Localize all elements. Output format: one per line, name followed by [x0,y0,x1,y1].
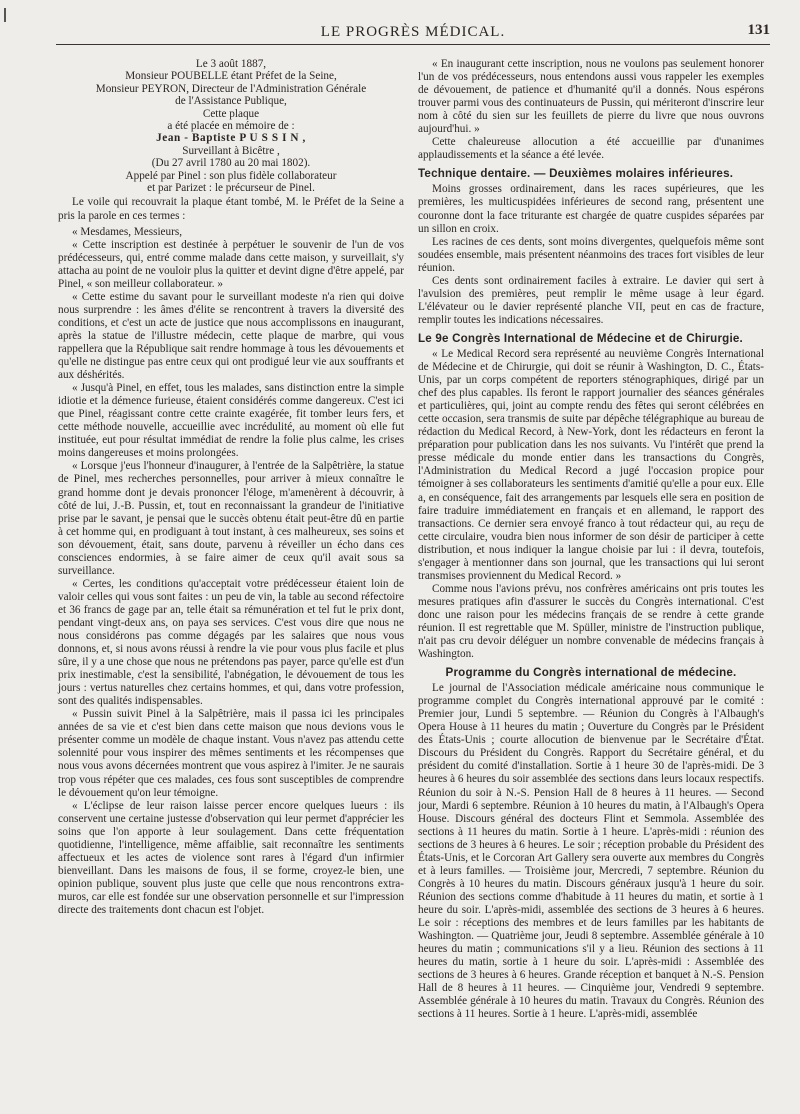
section-heading-congress: Le 9e Congrès International de Médecine et de Chirurgie. [418,331,743,345]
section-heading-program: Programme du Congrès international de médecine. [445,666,737,680]
body-paragraph: Le voile qui recouvrait la plaque étant tombé, M. le Préfet de la Seine a pris la parole en ces termes : [58,196,404,222]
plaque-line: et par Parizet : le précurseur de Pinel. [147,182,315,195]
congress-paragraph: Comme nous l'avions prévu, nos confrères américains ont pris toutes les mesures pratiques afin d'assurer le succès du Congrès international. C'est donc une raison pour les médecins français de se rendre à cette grande réunion. Il est regrettable que M. Spüller, ministre de l'instruction publique, n'ait pas cru devoir déléguer un nombre convenable de médecins français à Washington. [418,582,764,661]
speech-paragraph: « En inaugurant cette inscription, nous ne voulons pas seulement honorer l'un de vos prédécesseurs, nous entendons aussi vous rappeler les exemples de dévouement, de patience et d'humanité qu'il a donnés. Nous espérons trouver parmi vous des continuateurs de Pussin, qui mériteront d'inscrire leur nom à côté du sien sur les feuillets de pierre du livre que nous ouvrons aujourd'hui. » [418,58,764,136]
page-number: 131 [747,22,770,38]
speech-paragraph: « Pussin suivit Pinel à la Salpêtrière, mais il passa ici les principales années de sa vie et c'est bien dans cette maison que nous devions vous le présenter comme un modèle de chaque instant. Vous n'avez pas attendu cette solennité pour vous inspirer des mêmes sentiments et les récompenses que nous vous avons décernées montrent que vous aspirez à l'imiter. Je ne saurais trop vous répéter que ces malades, ces fous sont susceptibles de comprendre le dévouement qu'on leur témoigne. [58,708,404,799]
speech-paragraph: « Cette inscription est destinée à perpétuer le souvenir de l'un de vos prédécesseurs, qui, entré comme malade dans cette maison, y surveillait, s'y attacha au point de ne vouloir plus la quitter et devint digne d'être appelé, par Pinel, « son meilleur collaborateur. » [58,238,404,290]
dental-paragraph: Ces dents sont ordinairement faciles à extraire. Le davier qui sert à l'avulsion des premières, peut remplir le même usage à leur égard. L'élévateur ou le davier représenté planche VII, peut en cas de fracture, remplir toutes les indications nécessaires. [418,274,764,326]
page-edge-mark [4,8,6,22]
body-paragraph: Cette chaleureuse allocution a été accueillie par d'unanimes applaudissements et la séance a été levée. [418,136,764,162]
journal-title: LE PROGRÈS MÉDICAL. [320,24,506,40]
program-paragraph: Le journal de l'Association médicale américaine nous communique le programme complet du Congrès international approuvé par le comité : Premier jour, Lundi 5 septembre. — Réunion du Congrès à l'Albaugh's Opera House à 11 heures du matin ; Ouverture du Congrès par le Président des États-Unis ; courte allocution de bienvenue par le Secrétaire d'État. Discours du Président du Congrès. Rapport du Secrétaire général, et du président du comité d'installation. Sortie à 1 heure 30 de l'après-midi. De 3 heures à 6 heures du soir assemblée des sections dans leurs locaux respectifs. Réunion du soir à N.-S. Pension Hall de 8 heures à 11 heures. — Second jour, Mardi 6 septembre. Réunion à 10 heures du matin, à l'Albaugh's Opera House. Discours général des docteurs Flint et Semmola. Assemblée des sections à 11 heures du matin. Sortie à 1 heure. L'après-midi : réunion des sections de 3 heures à 6 heures. Le soir ; réception probable du Président des États-Unis, et le Corcoran Art Gallery sera ouverte aux membres du Congrès et à leurs familles. — Troisième jour, Mercredi, 7 septembre. Réunion du Congrès à 10 heures du matin. Discours généraux jusqu'à 1 heure du soir. Réunion des sections comme d'habitude à 11 heures du matin, et sortie à 1 heure du soir. L'après-midi, assemblée des sections de 3 heures à 6 heures. Le soir : réceptions des membres et de leurs familles par les habitants de Washington. — Quatrième jour, Jeudi 8 septembre. Assemblée générale à 10 heures du matin ; communications s'il y a lieu. Réunion des sections à 11 heures du matin, sortie à 1 heure du soir. L'après-midi : Assemblée des sections de 3 heures à 6 heures. Grande réception et banquet à N.-S. Pension Hall de 8 heures à 11 heures. — Cinquième jour, Vendredi 9 septembre. Assemblée générale à 10 heures du matin. Travaux du Congrès. Réunion des sections à 11 heures. Sortie à 1 heure. L'après-midi, assemblée [418,682,764,1021]
right-column [418,58,764,1021]
speech-paragraph: « Jusqu'à Pinel, en effet, tous les malades, sans distinction entre la simple idiotie et la démence furieuse, étaient considérés comme dangereux. C'est ici que Pinel, réagissant contre cette crainte exagérée, fit tomber leurs fers, et cette méthode nouvelle, accueillie avec incrédulité, au moment où elle fut instituée, eut pour résultat immédiat de rendre la folie plus calme, les crises moins dangereuses et moins prolongées. [58,382,404,460]
dental-paragraph: Les racines de ces dents, sont moins divergentes, quelquefois même sont soudées ensemble, mais présentent néanmoins des traces fort visibles de leur réunion. [418,235,764,274]
plaque-inscription [58,58,404,194]
plaque-line: Monsieur POUBELLE étant Préfet de la Seine, [125,70,337,83]
plaque-line: Cette plaque [202,107,260,120]
plaque-line: a été placée en mémoire de : [167,120,295,133]
plaque-line: Monsieur PEYRON, Directeur de l'Administration Générale [95,82,367,95]
plaque-line: Surveillant à Bicêtre , [182,144,280,157]
speech-paragraph: « L'éclipse de leur raison laisse percer encore quelques lueurs : ils conservent une certaine justesse d'observation qui leur permet d'apprécier les soins que l'on apporte à leur soulagement. Dans cette fréquentation quotidienne, l'intelligence, même affaiblie, sait reconnaître les sentiments affectueux et les actes de violence sont rares à l'égard d'un infirmier bienveillant. Dans les maisons de fous, il se forme, croyez-le bien, une opinion publique, souvent plus juste que celle que nous rencontrons extra-muros, car elle est fondée sur une observation personnelle et sur l'impression directe des traitements dont chacun est l'objet. [58,799,404,916]
left-column [58,58,404,917]
plaque-honoree-name: Jean - Baptiste P U S S I N , [156,132,306,145]
plaque-line: (Du 27 avril 1780 au 20 mai 1802). [151,157,311,170]
plaque-line: Appelé par Pinel : son plus fidèle collaborateur [125,169,337,182]
section-heading-dental: Technique dentaire. — Deuxièmes molaires inférieures. [418,167,734,181]
plaque-line: de l'Assistance Publique, [175,95,287,108]
speech-salutation: « Mesdames, Messieurs, [72,225,182,238]
running-header [56,18,770,45]
congress-paragraph: « Le Medical Record sera représenté au neuvième Congrès International de Médecine et de Chirurgie, qui doit se réunir à Washington, D. C., États-Unis, par un corps compétent de reporters sténographiques, dirigé par un chef des plus capables. Ils feront le rapport journalier des séances générales et particulières, qui, joint au compte rendu des fêtes qui seront célébrées en cette occasion, sera transmis de suite par dépêche télégraphique au bureau de rédaction du Medical Record, à New-York, dont les rédacteurs en feront la préparation pour publication dans les nos suivants. Vu l'intérêt que prend la presse médicale du monde entier dans les transactions du Congrès, l'Administration du Medical Record a jugé l'occasion propice pour témoigner à ses collaborateurs les sentiments d'amitié qu'elle a pour eux. Elle a, en conséquence, fait des arrangements par lesquels elle sera en position de faire traduire immédiatement en français et en allemand, le rapport des transactions. Ce dernier sera envoyé franco à tout rédacteur qui, au reçu de cette circulaire, voudra bien nous informer de son désir de participer à cette distribution, et nous indiquer la langue choisie par lui : il devra, toutefois, s'engager à mentionner dans son journal, que les transactions qui lui seront transmises proviennent du Medical Record. » [418,347,764,582]
speech-paragraph: « Lorsque j'eus l'honneur d'inaugurer, à l'entrée de la Salpêtrière, la statue de Pinel, mes recherches personnelles, pour arriver à mieux connaître le grand homme dont je devais prononcer l'éloge, m'amenèrent à découvrir, à côté de lui, J.-B. Pussin, et, tout en reconnaissant la grandeur de l'initiative prise par le savant, je pensai que le succès obtenu était peut-être dû en partie à cet homme qui, en prodiguant à tout instant, à ces malheureux, ses soins et son dévouement, était, sans doute, parvenu à réveiller un écho dans ces consciences endormies, à se faire aimer de ceux qu'il avait sous sa surveillance. [58,460,404,577]
speech-paragraph: « Certes, les conditions qu'acceptait votre prédécesseur étaient loin de valoir celles qui vous sont faites : un peu de vin, la table au second réfectoire et 36 francs de gage par an, telle était sa rémunération et tel fut le prix dont, pendant vingt-deux ans, on paya ses services. C'est vous dire que nous ne nous considérons pas comme dégagés par les salaires que nous vous donnons, et, si nous avons réussi à rendre la vie pour vous plus facile et plus sûre, il y a une chose que nous ne prétendons pas payer, parce qu'elle est d'un prix inestimable, c'est la sensibilité, l'abnégation, le dévouement de tous les jours : vertus naturelles chez certains hommes, et qui, dans votre profession, sont des qualités indispensables. [58,577,404,708]
speech-paragraph: « Cette estime du savant pour le surveillant modeste n'a rien qui doive nous surprendre : les âmes d'élite se rencontrent à travers la diversité des conditions, et c'est un acte de justice que nous accomplissons en inaugurant, après la statue de l'illustre médecin, cette plaque de marbre, qui vous rappellera que la République sait rendre hommage à tous les dévouements et qu'elle ne distingue pas entre ceux qui ont prodigué leur vie aux souffrants et aux déshérités. [58,290,404,382]
dental-paragraph: Moins grosses ordinairement, dans les races supérieures, que les premières, les multicuspidées inférieures de second rang, présentent une couronne dont la face triturante est chargée de quatre cuspides séparées par un sillon en croix. [418,183,764,235]
plaque-line: Le 3 août 1887, [195,58,267,70]
